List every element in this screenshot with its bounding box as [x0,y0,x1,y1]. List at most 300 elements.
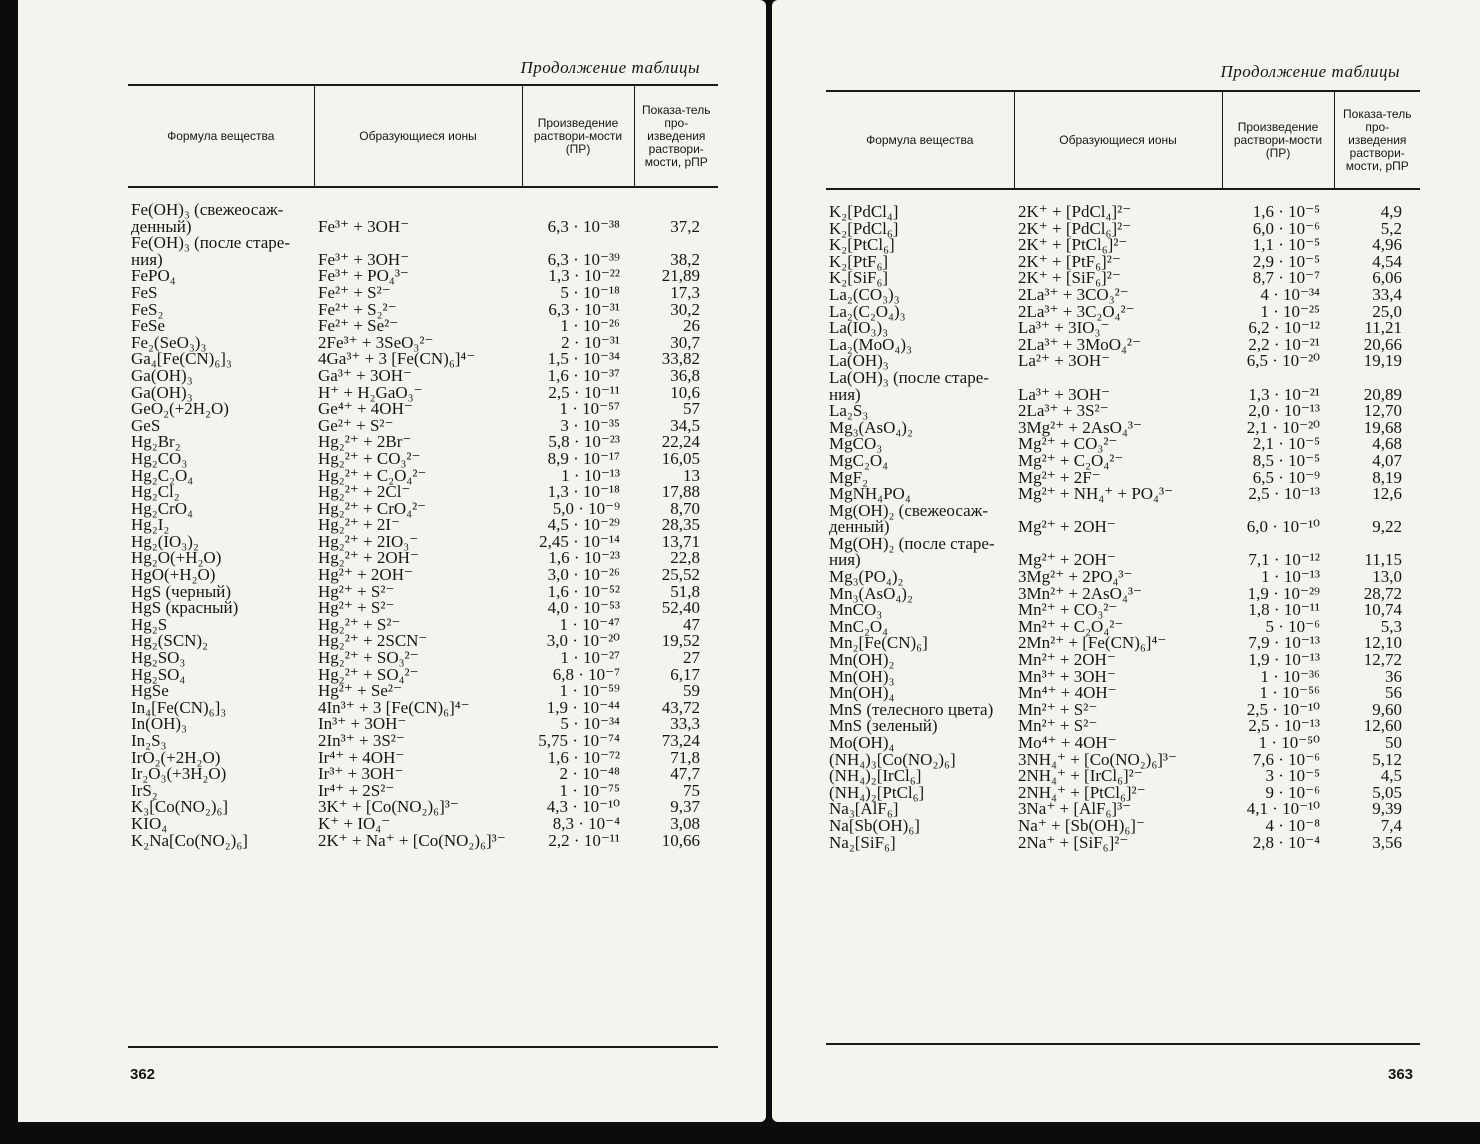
ksp-cell: 2,9 · 10⁻⁵ [1252,251,1320,271]
ksp-cell: 2,2 · 10⁻¹¹ [548,830,620,850]
ions-cell: In³⁺ + 3OH⁻ [318,714,407,734]
column-header-pksp: Показа-тель про-изведения раствори-мости, рПР [1334,91,1420,189]
column-header-ksp: Произведение раствори-мости (ПР) [522,85,634,187]
table-row [128,700,718,717]
table-row [826,669,1420,686]
ions-cell: 2K⁺ + [PtCl₆]²⁻ [1018,235,1128,255]
formula-cell: In(OH)₃ [131,714,187,734]
formula-cell: La₂(C₂O₄)₃ [829,301,906,321]
formula-cell: Fe(OH)₃ (после старе-ния) [131,233,290,269]
ksp-cell: 1,6 · 10⁻⁵² [547,581,620,601]
table-row [128,501,718,518]
ions-cell: 2La³⁺ + 3CO₃²⁻ [1018,284,1129,304]
ksp-cell: 1,6 · 10⁻³⁷ [547,365,620,385]
table-row [826,370,1420,403]
table-row [128,550,718,567]
pksp-cell: 22,24 [661,432,700,452]
formula-cell: K₂[PdCl₆] [829,218,899,238]
pksp-cell: 3,56 [1372,832,1402,852]
pksp-cell: 34,5 [670,415,700,435]
table-header-row [128,85,718,187]
pksp-cell: 51,8 [670,581,700,601]
table-row [128,650,718,667]
pksp-cell: 13 [683,465,700,485]
ions-cell: K⁺ + IO₄⁻ [318,813,391,833]
ions-cell: Mn²⁺ + S²⁻ [1018,699,1098,719]
formula-cell: MgF₂ [829,467,868,487]
solubility-table [826,90,1420,851]
formula-cell: MnCO₃ [829,600,883,620]
pksp-cell: 33,4 [1372,284,1402,304]
pksp-cell: 10,74 [1363,600,1402,620]
table-row [128,401,718,418]
pksp-cell: 5,2 [1380,218,1402,238]
ions-cell: Ir⁴⁺ + 4OH⁻ [318,747,405,767]
formula-cell: In₂S₃ [131,731,167,750]
ions-cell: Ir³⁺ + 3OH⁻ [318,764,404,784]
table-row [826,503,1420,536]
ksp-cell: 1 · 10⁻¹³ [1261,567,1320,587]
pksp-cell: 9,39 [1372,799,1402,819]
formula-cell: Mg(OH)₂ (после старе-ния) [829,533,995,570]
formula-cell: MgCO₃ [829,434,883,454]
pksp-cell: 26 [683,316,700,336]
pksp-cell: 12,72 [1363,650,1402,670]
ksp-cell: 2,45 · 10⁻¹⁴ [539,531,620,551]
solubility-table [128,84,718,849]
ions-cell: Ge²⁺ + S²⁻ [318,415,394,435]
ksp-cell: 4,5 · 10⁻²⁹ [547,515,620,535]
formula-cell: IrO₂(+2H₂O) [131,747,221,767]
ksp-cell: 1 · 10⁻⁵⁷ [559,399,620,419]
ksp-cell: 1,3 · 10⁻¹⁸ [547,482,620,502]
ksp-cell: 1,9 · 10⁻²⁹ [1247,583,1320,603]
ions-cell: Hg₂²⁺ + SO₄²⁻ [318,664,419,684]
ions-cell: Hg₂²⁺ + 2I⁻ [318,515,400,535]
ions-cell: Fe²⁺ + Se²⁻ [318,316,399,336]
ions-cell: Mn⁴⁺ + 4OH⁻ [1018,683,1117,703]
ions-cell: Hg₂²⁺ + 2OH⁻ [318,548,419,568]
ions-cell: Ir⁴⁺ + 2S²⁻ [318,780,395,800]
formula-cell: Hg₂Cl₂ [131,482,180,502]
ksp-cell: 4,3 · 10⁻¹⁰ [546,797,620,817]
ksp-cell: 8,5 · 10⁻⁵ [1252,450,1320,470]
ksp-cell: 5 · 10⁻⁶ [1265,616,1320,636]
pksp-cell: 47 [683,614,700,634]
pksp-cell: 4,07 [1372,450,1402,470]
table-row [826,237,1420,254]
formula-cell: Fe₂(SeO₃)₃ [131,332,207,352]
ions-cell: Na⁺ + [Sb(OH)₆]⁻ [1018,815,1145,835]
ksp-cell: 1,9 · 10⁻¹³ [1248,650,1320,670]
ions-cell: 2K⁺ + [PdCl₆]²⁻ [1018,218,1132,238]
ksp-cell: 1 · 10⁻⁵⁰ [1258,733,1320,752]
table-row [826,586,1420,603]
ions-cell: 2La³⁺ + 3C₂O₄²⁻ [1018,301,1135,321]
formula-cell: Mg(OH)₂ (свежеосаж-денный) [829,500,989,537]
pksp-cell: 50 [1385,733,1402,752]
pksp-cell: 17,88 [661,482,700,502]
table-row [128,468,718,485]
formula-cell: Mg₃(AsO₄)₂ [829,417,913,437]
pksp-cell: 10,6 [670,382,700,402]
table-row [826,835,1420,852]
table-row [128,434,718,451]
table-row [128,418,718,435]
ions-cell: Hg₂²⁺ + 2Br⁻ [318,432,412,452]
formula-cell: Mn(OH)₃ [829,666,895,686]
ksp-cell: 1,3 · 10⁻²² [548,266,620,286]
ksp-cell: 2,1 · 10⁻²⁰ [1246,417,1320,437]
ksp-cell: 5,8 · 10⁻²³ [548,432,620,452]
formula-cell: (NH₄)₂[IrCl₆] [829,766,922,786]
table-row [826,304,1420,321]
formula-cell: K₂[PtF₆] [829,251,889,271]
pksp-cell: 38,2 [670,249,700,269]
pksp-cell: 9,60 [1372,699,1402,719]
formula-cell: FeSe [131,316,165,336]
ions-cell: Hg₂²⁺ + 2IO₃⁻ [318,531,419,551]
ions-cell: 2Na⁺ + [SiF₆]²⁻ [1018,832,1129,852]
ksp-cell: 6,5 · 10⁻⁹ [1252,467,1320,487]
pksp-cell: 33,3 [670,714,700,734]
column-header-ksp: Произведение раствори-мости (ПР) [1222,91,1334,189]
continuation-header: Продолжение таблицы [520,58,700,77]
table-row [128,302,718,319]
pksp-cell: 8,19 [1372,467,1402,487]
ksp-cell: 1,6 · 10⁻²³ [548,548,620,568]
table-row [826,718,1420,735]
ksp-cell: 1,3 · 10⁻²¹ [1248,384,1320,404]
ksp-cell: 1 · 10⁻³⁶ [1260,666,1320,686]
table-row [826,337,1420,354]
column-header-formula: Формула вещества [128,85,314,187]
pksp-cell: 59 [683,681,700,701]
pksp-cell: 12,10 [1363,633,1402,653]
ions-cell: 2La³⁺ + 3S²⁻ [1018,401,1109,421]
formula-cell: Hg₂I₂ [131,515,170,535]
pksp-cell: 20,89 [1363,384,1402,404]
pksp-cell: 33,82 [661,349,700,369]
ions-cell: 3Mn²⁺ + 2AsO₄³⁻ [1018,583,1142,603]
column-header-pksp: Показа-тель про-изведения раствори-мости, рПР [634,85,718,187]
table-row [128,600,718,617]
ksp-cell: 2,5 · 10⁻¹³ [1248,716,1320,736]
ksp-cell: 8,7 · 10⁻⁷ [1252,268,1320,288]
pksp-cell: 5,3 [1380,616,1402,636]
table-row [128,833,718,850]
formula-cell: La(IO₃)₃ [829,318,889,338]
table-row [826,536,1420,569]
ksp-cell: 2,0 · 10⁻¹³ [1248,401,1320,421]
pksp-cell: 12,70 [1363,401,1402,421]
formula-cell: HgS (черный) [131,581,232,601]
ions-cell: Hg₂²⁺ + 2SCN⁻ [318,631,428,651]
ksp-cell: 2,5 · 10⁻¹⁰ [1246,699,1320,719]
ions-cell: 2In³⁺ + 3S²⁻ [318,731,405,750]
formula-cell: Na₃[AlF₆] [829,799,899,819]
formula-cell: Ga₄[Fe(CN)₆]₃ [131,349,232,369]
column-header-ions: Образующиеся ионы [1014,91,1222,189]
formula-cell: K₂[SiF₆] [829,268,889,288]
pksp-cell: 4,96 [1372,235,1402,255]
formula-cell: La₂(CO₃)₃ [829,284,900,304]
formula-cell: Na₂[SiF₆] [829,832,896,852]
ksp-cell: 2,8 · 10⁻⁴ [1252,832,1320,852]
ksp-cell: 1,6 · 10⁻⁵ [1252,202,1320,221]
pksp-cell: 13,71 [661,531,700,551]
formula-cell: Mn(OH)₂ [829,650,895,670]
table-body [128,187,718,849]
formula-cell: MgC₂O₄ [829,450,889,470]
pksp-cell: 5,05 [1372,782,1402,802]
ions-cell: Hg₂²⁺ + SO₃²⁻ [318,648,419,668]
ions-cell: La³⁺ + 3IO₃⁻ [1018,318,1110,338]
ksp-cell: 1,9 · 10⁻⁴⁴ [546,697,620,717]
formula-cell: FeS₂ [131,299,164,319]
ksp-cell: 6,5 · 10⁻²⁰ [1246,351,1320,371]
pksp-cell: 75 [683,780,700,800]
ions-cell: Fe³⁺ + 3OH⁻ [318,216,410,236]
pksp-cell: 6,06 [1372,268,1402,288]
table-row [128,235,718,268]
pksp-cell: 28,35 [661,515,700,535]
page-number: 362 [130,1066,156,1083]
pksp-cell: 57 [683,399,700,419]
formula-cell: K₂Na[Co(NO₂)₆] [131,830,248,850]
table-row [826,436,1420,453]
formula-cell: Hg₂S [131,614,168,634]
ions-cell: Mg²⁺ + NH₄⁺ + PO₄³⁻ [1018,484,1174,504]
ions-cell: 4In³⁺ + 3 [Fe(CN)₆]⁴⁻ [318,697,470,717]
ksp-cell: 5 · 10⁻¹⁸ [560,282,620,302]
ksp-cell: 2 · 10⁻³¹ [561,332,620,352]
table-row [826,652,1420,669]
ksp-cell: 2,5 · 10⁻¹¹ [548,382,620,402]
formula-cell: Hg₂CO₃ [131,448,188,468]
pksp-cell: 4,5 [1380,766,1402,786]
ksp-cell: 4,0 · 10⁻⁵³ [547,598,620,618]
ksp-cell: 1 · 10⁻⁴⁷ [559,614,620,634]
ksp-cell: 8,3 · 10⁻⁴ [552,813,620,833]
formula-cell: HgO(+H₂O) [131,565,216,585]
table-row [128,766,718,783]
ions-cell: 3Na⁺ + [AlF₆]³⁻ [1018,799,1132,819]
table-row [826,420,1420,437]
ions-cell: La³⁺ + 3OH⁻ [1018,384,1111,404]
formula-cell: Mn(OH)₄ [829,683,895,703]
pksp-cell: 56 [1385,683,1402,703]
pksp-cell: 73,24 [661,731,700,750]
ksp-cell: 1,5 · 10⁻³⁴ [547,349,620,369]
pksp-cell: 16,05 [661,448,700,468]
ksp-cell: 1 · 10⁻⁷⁵ [559,780,620,800]
ions-cell: Hg²⁺ + S²⁻ [318,581,395,601]
ksp-cell: 8,9 · 10⁻¹⁷ [547,448,620,468]
formula-cell: KIO₄ [131,813,168,833]
formula-cell: IrS₂ [131,780,158,800]
continuation-header: Продолжение таблицы [1220,62,1400,81]
ksp-cell: 2 · 10⁻⁴⁸ [559,764,620,784]
ions-cell: Hg₂²⁺ + CrO₄²⁻ [318,498,427,518]
table-header-row [826,91,1420,189]
formula-cell: Ga(OH)₃ [131,382,193,402]
ions-cell: Hg₂²⁺ + C₂O₄²⁻ [318,465,427,485]
pksp-cell: 7,4 [1380,815,1402,835]
ions-cell: 3Mg²⁺ + 2AsO₄³⁻ [1018,417,1142,437]
pksp-cell: 27 [683,648,700,668]
ions-cell: Mg²⁺ + CO₃²⁻ [1018,434,1118,454]
ions-cell: Mn²⁺ + S²⁻ [1018,716,1098,736]
formula-cell: La(OH)₃ [829,351,889,371]
ksp-cell: 4 · 10⁻³⁴ [1260,284,1320,304]
ions-cell: 3Mg²⁺ + 2PO₄³⁻ [1018,567,1133,587]
pksp-cell: 21,89 [661,266,700,286]
formula-cell: Mg₃(PO₄)₂ [829,567,904,587]
ksp-cell: 7,6 · 10⁻⁶ [1252,749,1320,769]
table-row [128,517,718,534]
table-row [128,268,718,285]
ions-cell: Mg²⁺ + C₂O₄²⁻ [1018,450,1124,470]
ions-cell: Fe³⁺ + 3OH⁻ [318,249,410,269]
ksp-cell: 3,0 · 10⁻²⁰ [546,631,620,651]
pksp-cell: 28,72 [1363,583,1402,603]
ksp-cell: 4,1 · 10⁻¹⁰ [1246,799,1320,819]
formula-cell: GeS [131,415,161,435]
formula-cell: Hg₂Br₂ [131,432,181,452]
formula-cell: (NH₄)₃[Co(NO₂)₆] [829,749,956,769]
ksp-cell: 4 · 10⁻⁸ [1265,815,1320,835]
pksp-cell: 5,12 [1372,749,1402,769]
formula-cell: HgSe [131,681,169,701]
pksp-cell: 12,6 [1372,484,1402,504]
pksp-cell: 19,19 [1363,351,1402,371]
pksp-cell: 43,72 [661,697,700,717]
ions-cell: 2K⁺ + [PdCl₄]²⁻ [1018,202,1132,221]
table-row [128,451,718,468]
formula-cell: Na[Sb(OH)₆] [829,815,920,835]
formula-cell: Fe(OH)₃ (свежеосаж-денный) [131,200,284,236]
pksp-cell: 36,8 [670,365,700,385]
formula-cell: Hg₂C₂O₄ [131,465,194,485]
ions-cell: 2Mn²⁺ + [Fe(CN)₆]⁴⁻ [1018,633,1167,653]
formula-cell: In₄[Fe(CN)₆]₃ [131,697,227,717]
formula-cell: (NH₄)₂[PtCl₆] [829,782,925,802]
ksp-cell: 5,0 · 10⁻⁹ [552,498,620,518]
pksp-cell: 52,40 [661,598,700,618]
ksp-cell: 2,1 · 10⁻⁵ [1252,434,1320,454]
ksp-cell: 1 · 10⁻²⁶ [560,316,620,336]
ions-cell: Mo⁴⁺ + 4OH⁻ [1018,733,1117,752]
formula-cell: GeO₂(+2H₂O) [131,399,229,419]
pksp-cell: 20,66 [1363,334,1402,354]
ions-cell: 2K⁺ + Na⁺ + [Co(NO₂)₆]³⁻ [318,830,506,850]
pksp-cell: 19,68 [1363,417,1402,437]
pksp-cell: 9,37 [670,797,700,817]
formula-cell: Hg₂CrO₄ [131,498,193,518]
formula-cell: Mn₂[Fe(CN)₆] [829,633,928,653]
right-page [772,0,1480,1122]
ions-cell: Mg²⁺ + 2OH⁻ [1018,517,1116,537]
pksp-cell: 13,0 [1372,567,1402,587]
ions-cell: 2NH₄⁺ + [PtCl₆]²⁻ [1018,782,1146,802]
formula-cell: Mn₃(AsO₄)₂ [829,583,913,603]
table-row [128,799,718,816]
formula-cell: MgNH₄PO₄ [829,484,911,504]
table-row [128,633,718,650]
formula-cell: FeS [131,282,158,302]
pksp-cell: 22,8 [670,548,700,568]
ksp-cell: 1,8 · 10⁻¹¹ [1248,600,1320,620]
ksp-cell: 1 · 10⁻⁵⁹ [559,681,620,701]
ions-cell: Hg₂²⁺ + S²⁻ [318,614,401,634]
pksp-cell: 25,0 [1372,301,1402,321]
pksp-cell: 17,3 [670,282,700,302]
ions-cell: 2Fe³⁺ + 3SeO₃²⁻ [318,332,434,352]
table-body [826,189,1420,851]
ions-cell: Hg₂²⁺ + CO₃²⁻ [318,448,421,468]
ksp-cell: 1 · 10⁻⁵⁶ [1259,683,1320,703]
table-row [826,635,1420,652]
pksp-cell: 12,60 [1363,716,1402,736]
ksp-cell: 3,0 · 10⁻²⁶ [547,565,620,585]
column-header-formula: Формула вещества [826,91,1014,189]
formula-cell: HgS (красный) [131,598,239,618]
pksp-cell: 47,7 [670,764,700,784]
ions-cell: Mn²⁺ + CO₃²⁻ [1018,600,1118,620]
pksp-cell: 11,15 [1364,550,1402,570]
ksp-cell: 6,0 · 10⁻⁶ [1252,218,1320,238]
formula-cell: Hg₂SO₃ [131,648,186,668]
table-row [128,202,718,235]
ions-cell: Mg²⁺ + 2F⁻ [1018,467,1101,487]
formula-cell: Hg₂(IO₃)₂ [131,531,199,551]
pksp-cell: 30,7 [670,332,700,352]
pksp-cell: 36 [1385,666,1402,686]
ions-cell: Mn²⁺ + C₂O₄²⁻ [1018,616,1124,636]
ions-cell: 2NH₄⁺ + [IrCl₆]²⁻ [1018,766,1143,786]
left-page [18,0,766,1122]
ksp-cell: 6,3 · 10⁻³⁹ [547,249,620,269]
ksp-cell: 6,8 · 10⁻⁷ [552,664,620,684]
ions-cell: 4Ga³⁺ + 3 [Fe(CN)₆]⁴⁻ [318,349,476,369]
formula-cell: K₂[PdCl₄] [829,202,899,221]
ksp-cell: 6,2 · 10⁻¹² [1248,318,1320,338]
ions-cell: Hg²⁺ + 2OH⁻ [318,565,413,585]
ions-cell: La²⁺ + 3OH⁻ [1018,351,1111,371]
ions-cell: 2K⁺ + [SiF₆]²⁻ [1018,268,1121,288]
formula-cell: MnS (зеленый) [829,716,938,736]
ksp-cell: 1,6 · 10⁻⁷² [547,747,620,767]
column-header-ions: Образующиеся ионы [314,85,522,187]
ions-cell: Ge⁴⁺ + 4OH⁻ [318,399,413,419]
pksp-cell: 4,68 [1372,434,1402,454]
pksp-cell: 10,66 [661,830,700,850]
ksp-cell: 3 · 10⁻⁵ [1265,766,1320,786]
pksp-cell: 3,08 [670,813,700,833]
formula-cell: MnC₂O₄ [829,616,889,636]
pksp-cell: 8,70 [670,498,700,518]
formula-cell: K₂[PtCl₆] [829,235,895,255]
table-row [128,716,718,733]
ksp-cell: 2,2 · 10⁻²¹ [1248,334,1320,354]
formula-cell: Ga(OH)₃ [131,365,193,385]
table-row [128,368,718,385]
ksp-cell: 1 · 10⁻²⁷ [560,648,620,668]
pksp-cell: 4,9 [1380,202,1402,221]
ions-cell: Fe³⁺ + PO₄³⁻ [318,266,409,286]
formula-cell: Hg₂O(+H₂O) [131,548,222,568]
